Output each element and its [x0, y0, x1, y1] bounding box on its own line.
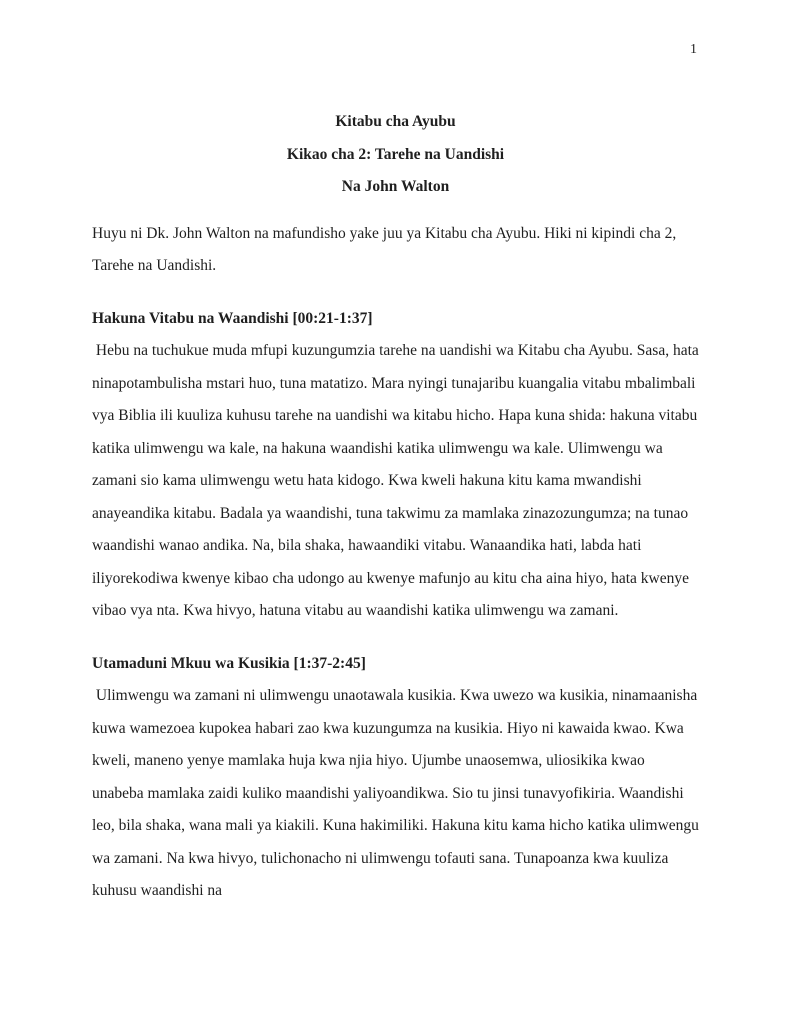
document-subtitle: Kikao cha 2: Tarehe na Uandishi: [286, 145, 505, 163]
section-paragraph-no-books-authors: Hebu na tuchukue muda mfupi kuzungumzia tarehe na uandishi wa Kitabu cha Ayubu. Sasa, hata ninapotambulisha mstari huo, tuna matatizo. Mara nyingi tunajaribu kuangalia vitabu mbalimbali vya Biblia ili kuuliza kuhusu tarehe na uandishi wa kitabu hicho. Hapa kuna shida: hakuna vitabu katika ulimwengu wa kale, na hakuna waandishi katika ulimwengu wa kale. Ulimwengu wa zamani sio kama ulimwengu wetu hata kidogo. Kwa kweli hakuna kitu kama mwandishi anayeandika kitabu. Badala ya waandishi, tuna takwimu za mamlaka zinazozungumza; na tunao waandishi wanao andika. Na, bila shaka, hawaandiki vitabu. Wanaandika hati, labda hati iliyorekodiwa kwenye kibao cha udongo au kwenye mafunjo au kitu cha aina hiyo, hata kwenye vibao vya nta. Kwa hivyo, hatuna vitabu au waandishi katika ulimwengu wa zamani.: [92, 342, 703, 619]
page-number: 1: [690, 42, 697, 57]
section-heading-hearing-dominant-culture: Utamaduni Mkuu wa Kusikia [1:37-2:45]: [92, 654, 366, 672]
section-heading-no-books-authors: Hakuna Vitabu na Waandishi [00:21-1:37]: [92, 309, 373, 327]
document-author: Na John Walton: [341, 178, 450, 195]
section-paragraph-hearing-dominant-culture: Ulimwengu wa zamani ni ulimwengu unaotawala kusikia. Kwa uwezo wa kusikia, ninamaanisha kuwa wamezoea kupokea habari zao kwa kuzungumza na kusikia. Hiyo ni kawaida kwao. Kwa kweli, maneno yenye mamlaka huja kwa njia hiyo. Ujumbe unaosemwa, uliosikika kwao unabeba mamlaka zaidi kuliko maandishi yaliyoandikwa. Sio tu jinsi tunavyofikiria. Waandishi leo, bila shaka, wana mali ya kiakili. Kuna hakimiliki. Hakuna kitu kama hicho katika ulimwengu wa zamani. Na kwa hivyo, tulichonacho ni ulimwengu tofauti sana. Tunapoanza kwa kuuliza kuhusu waandishi na: [92, 687, 703, 899]
intro-paragraph: Huyu ni Dk. John Walton na mafundisho yake juu ya Kitabu cha Ayubu. Hiki ni kipindi cha 2, Tarehe na Uandishi.: [92, 224, 680, 274]
title-block: [92, 106, 699, 204]
document-title: Kitabu cha Ayubu: [335, 113, 456, 130]
